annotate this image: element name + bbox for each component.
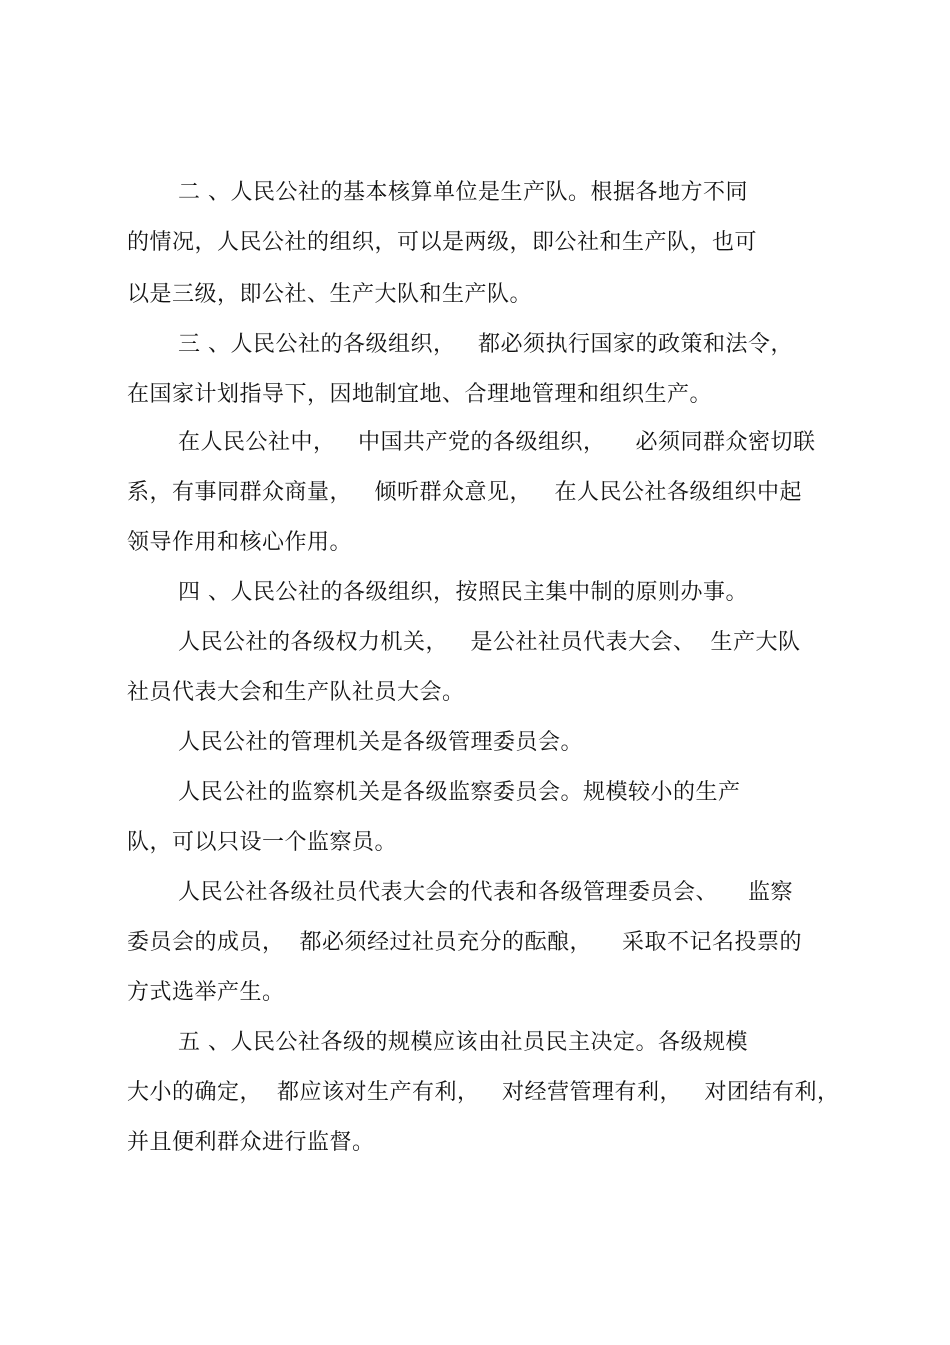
text-line: 四 、人民公社的各级组织，按照民主集中制的原则办事。 <box>178 580 748 605</box>
text-line: 人民公社的监察机关是各级监察委员会。规模较小的生产 <box>178 780 741 805</box>
text-line: 队，可以只设一个监察员。 <box>127 830 398 855</box>
text-line: 人民公社的管理机关是各级管理委员会。 <box>178 730 584 755</box>
text-line: 人民公社各级社员代表大会的代表和各级管理委员会、 监察 <box>178 880 793 905</box>
text-line: 方式选举产生。 <box>127 980 285 1005</box>
text-line: 在人民公社中， 中国共产党的各级组织， 必须同群众密切联 <box>178 430 816 455</box>
text-line: 以是三级，即公社、生产大队和生产队。 <box>127 282 533 307</box>
text-line: 人民公社的各级权力机关， 是公社社员代表大会、 生产大队 <box>178 630 801 655</box>
text-line: 的情况，人民公社的组织，可以是两级，即公社和生产队，也可 <box>127 230 758 255</box>
text-line: 二 、人民公社的基本核算单位是生产队。根据各地方不同 <box>178 180 748 205</box>
text-line: 大小的确定， 都应该对生产有利， 对经营管理有利， 对团结有利， <box>127 1080 840 1105</box>
text-line: 在国家计划指导下，因地制宜地、合理地管理和组织生产。 <box>127 382 713 407</box>
text-line: 并且便利群众进行监督。 <box>127 1130 375 1155</box>
text-line: 领导作用和核心作用。 <box>127 530 353 555</box>
text-line: 五 、人民公社各级的规模应该由社员民主决定。各级规模 <box>178 1030 748 1055</box>
text-line: 委员会的成员， 都必须经过社员充分的酝酿， 采取不记名投票的 <box>127 930 802 955</box>
text-line: 系，有事同群众商量， 倾听群众意见， 在人民公社各级组织中起 <box>127 480 802 505</box>
text-line: 社员代表大会和生产队社员大会。 <box>127 680 465 705</box>
text-line: 三 、人民公社的各级组织， 都必须执行国家的政策和法令， <box>178 332 793 357</box>
